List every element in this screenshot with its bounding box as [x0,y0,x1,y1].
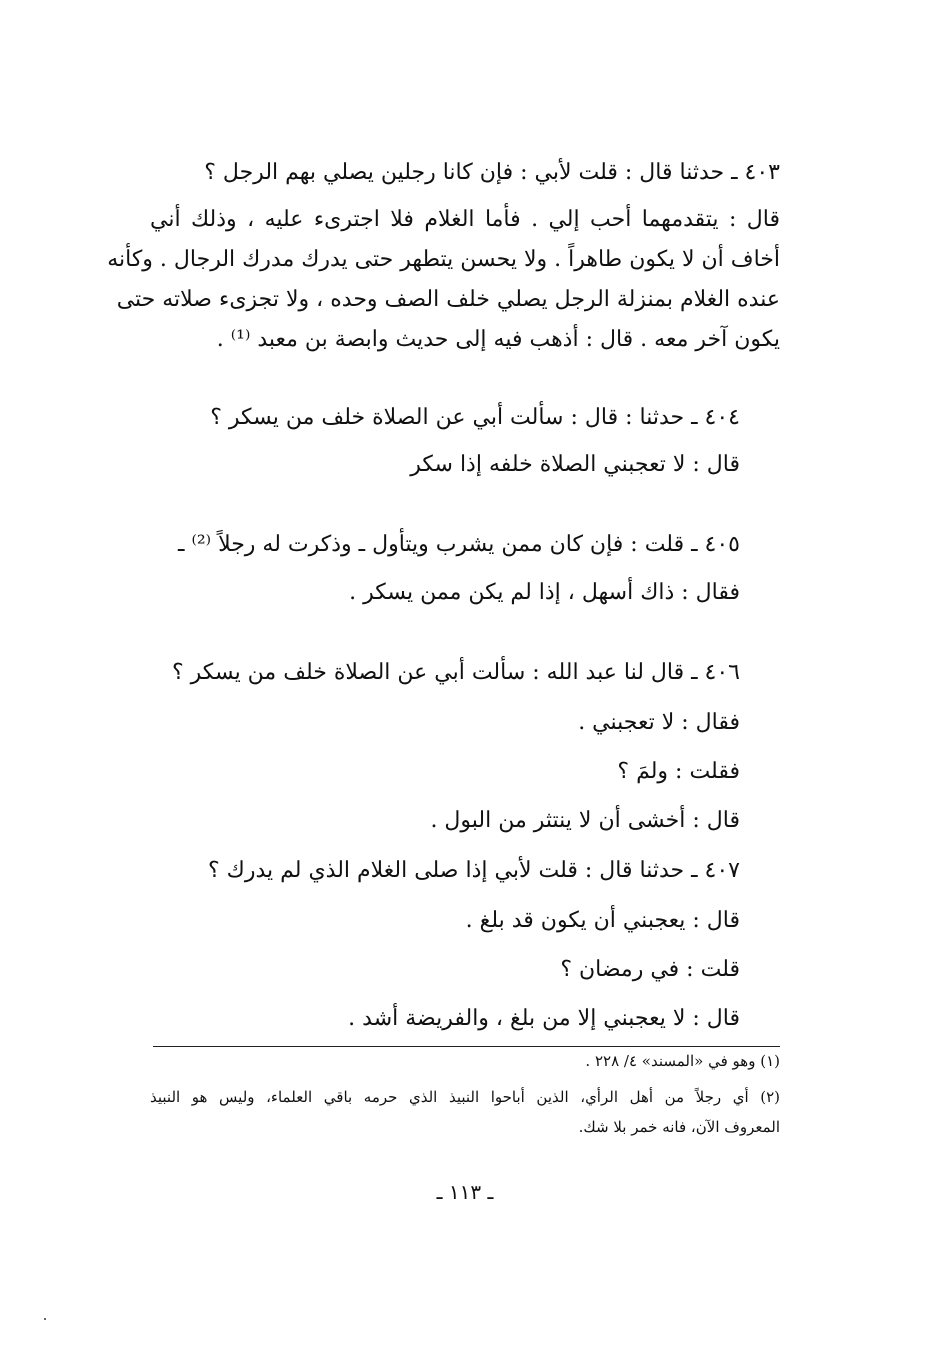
page-number: ـ ١١٣ ـ [436,1180,494,1204]
para-406-line-4: قال : أخشى أن لا ينتثر من البول . [430,808,740,833]
footnote-2-line-2: المعروف الآن، فانه خمر بلا شك. [578,1118,780,1136]
para-403-line-5: يكون آخر معه . قال : أذهب فيه إلى حديث وابصة بن معبد ⁽¹⁾ . [216,327,780,352]
scan-speck [44,1318,46,1320]
footnote-2-line-1: (٢) أي رجلاً من أهل الرأي، الذين أباحوا النبيذ الذي حرمه باقي العلماء، وليس هو النبيذ [150,1088,780,1106]
para-403-line-2: قال : يتقدمهما أحب إلي . فأما الغلام فلا اجترىء عليه ، وذلك أني [150,207,780,232]
footnote-1: (١) وهو في «المسند» ٤/ ٢٢٨ . [585,1052,780,1070]
para-403-line-1: ٤٠٣ ـ حدثنا قال : قلت لأبي : فإن كانا رجلين يصلي بهم الرجل ؟ [204,160,780,185]
para-405-line-1: ٤٠٥ ـ قلت : فإن كان ممن يشرب ويتأول ـ وذكرت له رجلاً ⁽²⁾ ـ [178,532,740,557]
para-407-line-1: ٤٠٧ ـ حدثنا قال : قلت لأبي إذا صلى الغلام الذي لم يدرك ؟ [208,858,740,883]
para-405-line-2: فقال : ذاك أسهل ، إذا لم يكن ممن يسكر . [349,580,740,605]
para-406-line-2: فقال : لا تعجبني . [578,710,740,735]
para-406-line-3: فقلت : ولمَ ؟ [617,759,740,784]
para-407-line-2: قال : يعجبني أن يكون قد بلغ . [465,908,740,933]
para-404-line-1: ٤٠٤ ـ حدثنا : قال : سألت أبي عن الصلاة خلف من يسكر ؟ [210,405,740,430]
footnote-separator [153,1046,780,1047]
para-406-line-1: ٤٠٦ ـ قال لنا عبد الله : سألت أبي عن الصلاة خلف من يسكر ؟ [171,660,740,685]
para-404-line-2: قال : لا تعجبني الصلاة خلفه إذا سكر [410,452,740,477]
para-403-line-3: أخاف أن لا يكون طاهراً . ولا يحسن يتطهر حتى يدرك مدرك الرجال . وكأنه [107,247,780,272]
para-403-line-4: عنده الغلام بمنزلة الرجل يصلي خلف الصف وحده ، ولا تجزىء صلاته حتى [116,287,780,312]
para-407-line-3: قلت : في رمضان ؟ [560,957,740,982]
para-407-line-4: قال : لا يعجبني إلا من بلغ ، والفريضة أشد . [348,1006,740,1031]
